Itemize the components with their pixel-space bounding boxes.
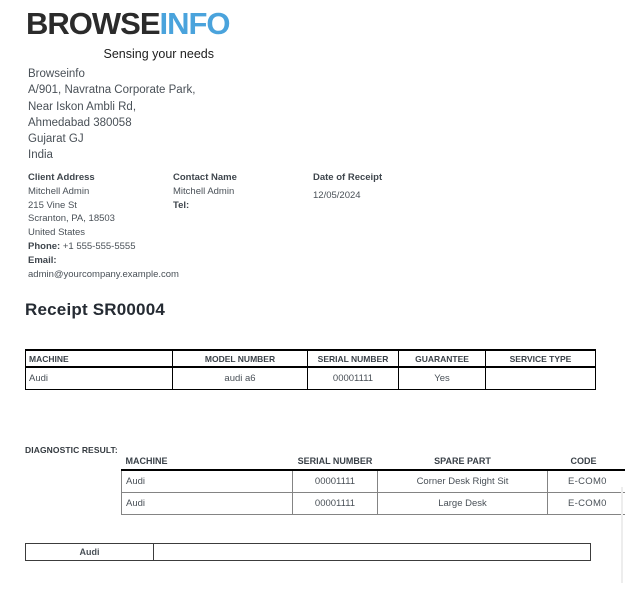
- company-address-line: Ahmedabad 380058: [28, 116, 132, 129]
- company-address-line: A/901, Navratna Corporate Park,: [28, 84, 196, 97]
- model-number-cell: audi a6: [173, 367, 308, 389]
- machine-cell: Audi: [26, 367, 173, 389]
- client-address-line: 215 Vine St: [28, 199, 77, 211]
- company-address-line: Near Iskon Ambli Rd,: [28, 100, 137, 113]
- diagnostic-table-header-row: [122, 452, 625, 470]
- machines-header-machine: MACHINE: [26, 350, 173, 367]
- date-of-receipt-label: Date of Receipt: [313, 172, 383, 183]
- code-cell: E-COM0: [548, 470, 625, 492]
- client-address-block: [28, 171, 179, 281]
- guarantee-cell: Yes: [399, 367, 486, 389]
- spare-part-cell: Corner Desk Right Sit: [378, 470, 548, 492]
- logo-tagline: Sensing your needs: [103, 47, 214, 61]
- empty-detail-cell: [154, 544, 591, 561]
- page-edge-line: [621, 487, 623, 583]
- summary-table: [25, 543, 591, 561]
- company-address-line: Gujarat GJ: [28, 133, 84, 146]
- serial-number-cell: 00001111: [293, 470, 378, 492]
- serial-number-cell: 00001111: [293, 492, 378, 514]
- diagnostic-header-spare-part: SPARE PART: [378, 452, 548, 470]
- diagnostic-table: [121, 452, 625, 515]
- summary-table-row: [26, 544, 591, 561]
- machines-table-row: [26, 367, 596, 389]
- contact-name-value: Mitchell Admin: [173, 185, 235, 197]
- machines-header-guarantee: GUARANTEE: [399, 350, 486, 367]
- service-type-cell: [486, 367, 596, 389]
- company-address-block: [28, 66, 195, 164]
- machine-cell: Audi: [122, 492, 293, 514]
- diagnostic-table-row: [122, 470, 625, 492]
- client-phone-value: +1 555-555-5555: [62, 240, 136, 252]
- diagnostic-header-machine: MACHINE: [122, 452, 293, 470]
- client-address-line: United States: [28, 227, 86, 239]
- machine-cell: Audi: [122, 470, 293, 492]
- contact-block: [173, 171, 313, 212]
- machine-cell: Audi: [26, 544, 154, 561]
- diagnostic-result-label: DIAGNOSTIC RESULT:: [25, 445, 118, 455]
- client-phone-line: [28, 240, 173, 254]
- company-address-line: Browseinfo: [28, 68, 85, 80]
- diagnostic-table-row: [122, 492, 625, 514]
- contact-name-label: Contact Name: [173, 172, 237, 183]
- date-of-receipt-value: 12/05/2024: [313, 189, 361, 201]
- client-address-line: Scranton, PA, 18503: [28, 213, 115, 225]
- client-phone-label: Phone:: [28, 240, 61, 252]
- receipt-title: Receipt SR00004: [25, 300, 166, 319]
- diagnostic-header-serial-number: SERIAL NUMBER: [293, 452, 378, 470]
- machines-header-service-type: SERVICE TYPE: [486, 350, 596, 367]
- code-cell: E-COM0: [548, 492, 625, 514]
- company-logo: [26, 6, 230, 42]
- machines-table: [25, 349, 596, 390]
- client-address-label: Client Address: [28, 172, 95, 183]
- logo-text-browse: BROWSE: [26, 6, 160, 41]
- client-address-line: Mitchell Admin: [28, 185, 90, 197]
- logo-text-info: INFO: [159, 6, 230, 41]
- client-email-label: Email:: [28, 254, 57, 266]
- spare-part-cell: Large Desk: [378, 492, 548, 514]
- machines-header-model-number: MODEL NUMBER: [173, 350, 308, 367]
- machines-header-serial-number: SERIAL NUMBER: [308, 350, 399, 367]
- client-email-value: admin@yourcompany.example.com: [28, 268, 179, 280]
- contact-tel-label: Tel:: [173, 199, 190, 211]
- serial-number-cell: 00001111: [308, 367, 399, 389]
- machines-table-header-row: [26, 350, 596, 367]
- date-of-receipt-block: [313, 171, 463, 203]
- company-address-line: India: [28, 149, 53, 162]
- diagnostic-header-code: CODE: [548, 452, 625, 470]
